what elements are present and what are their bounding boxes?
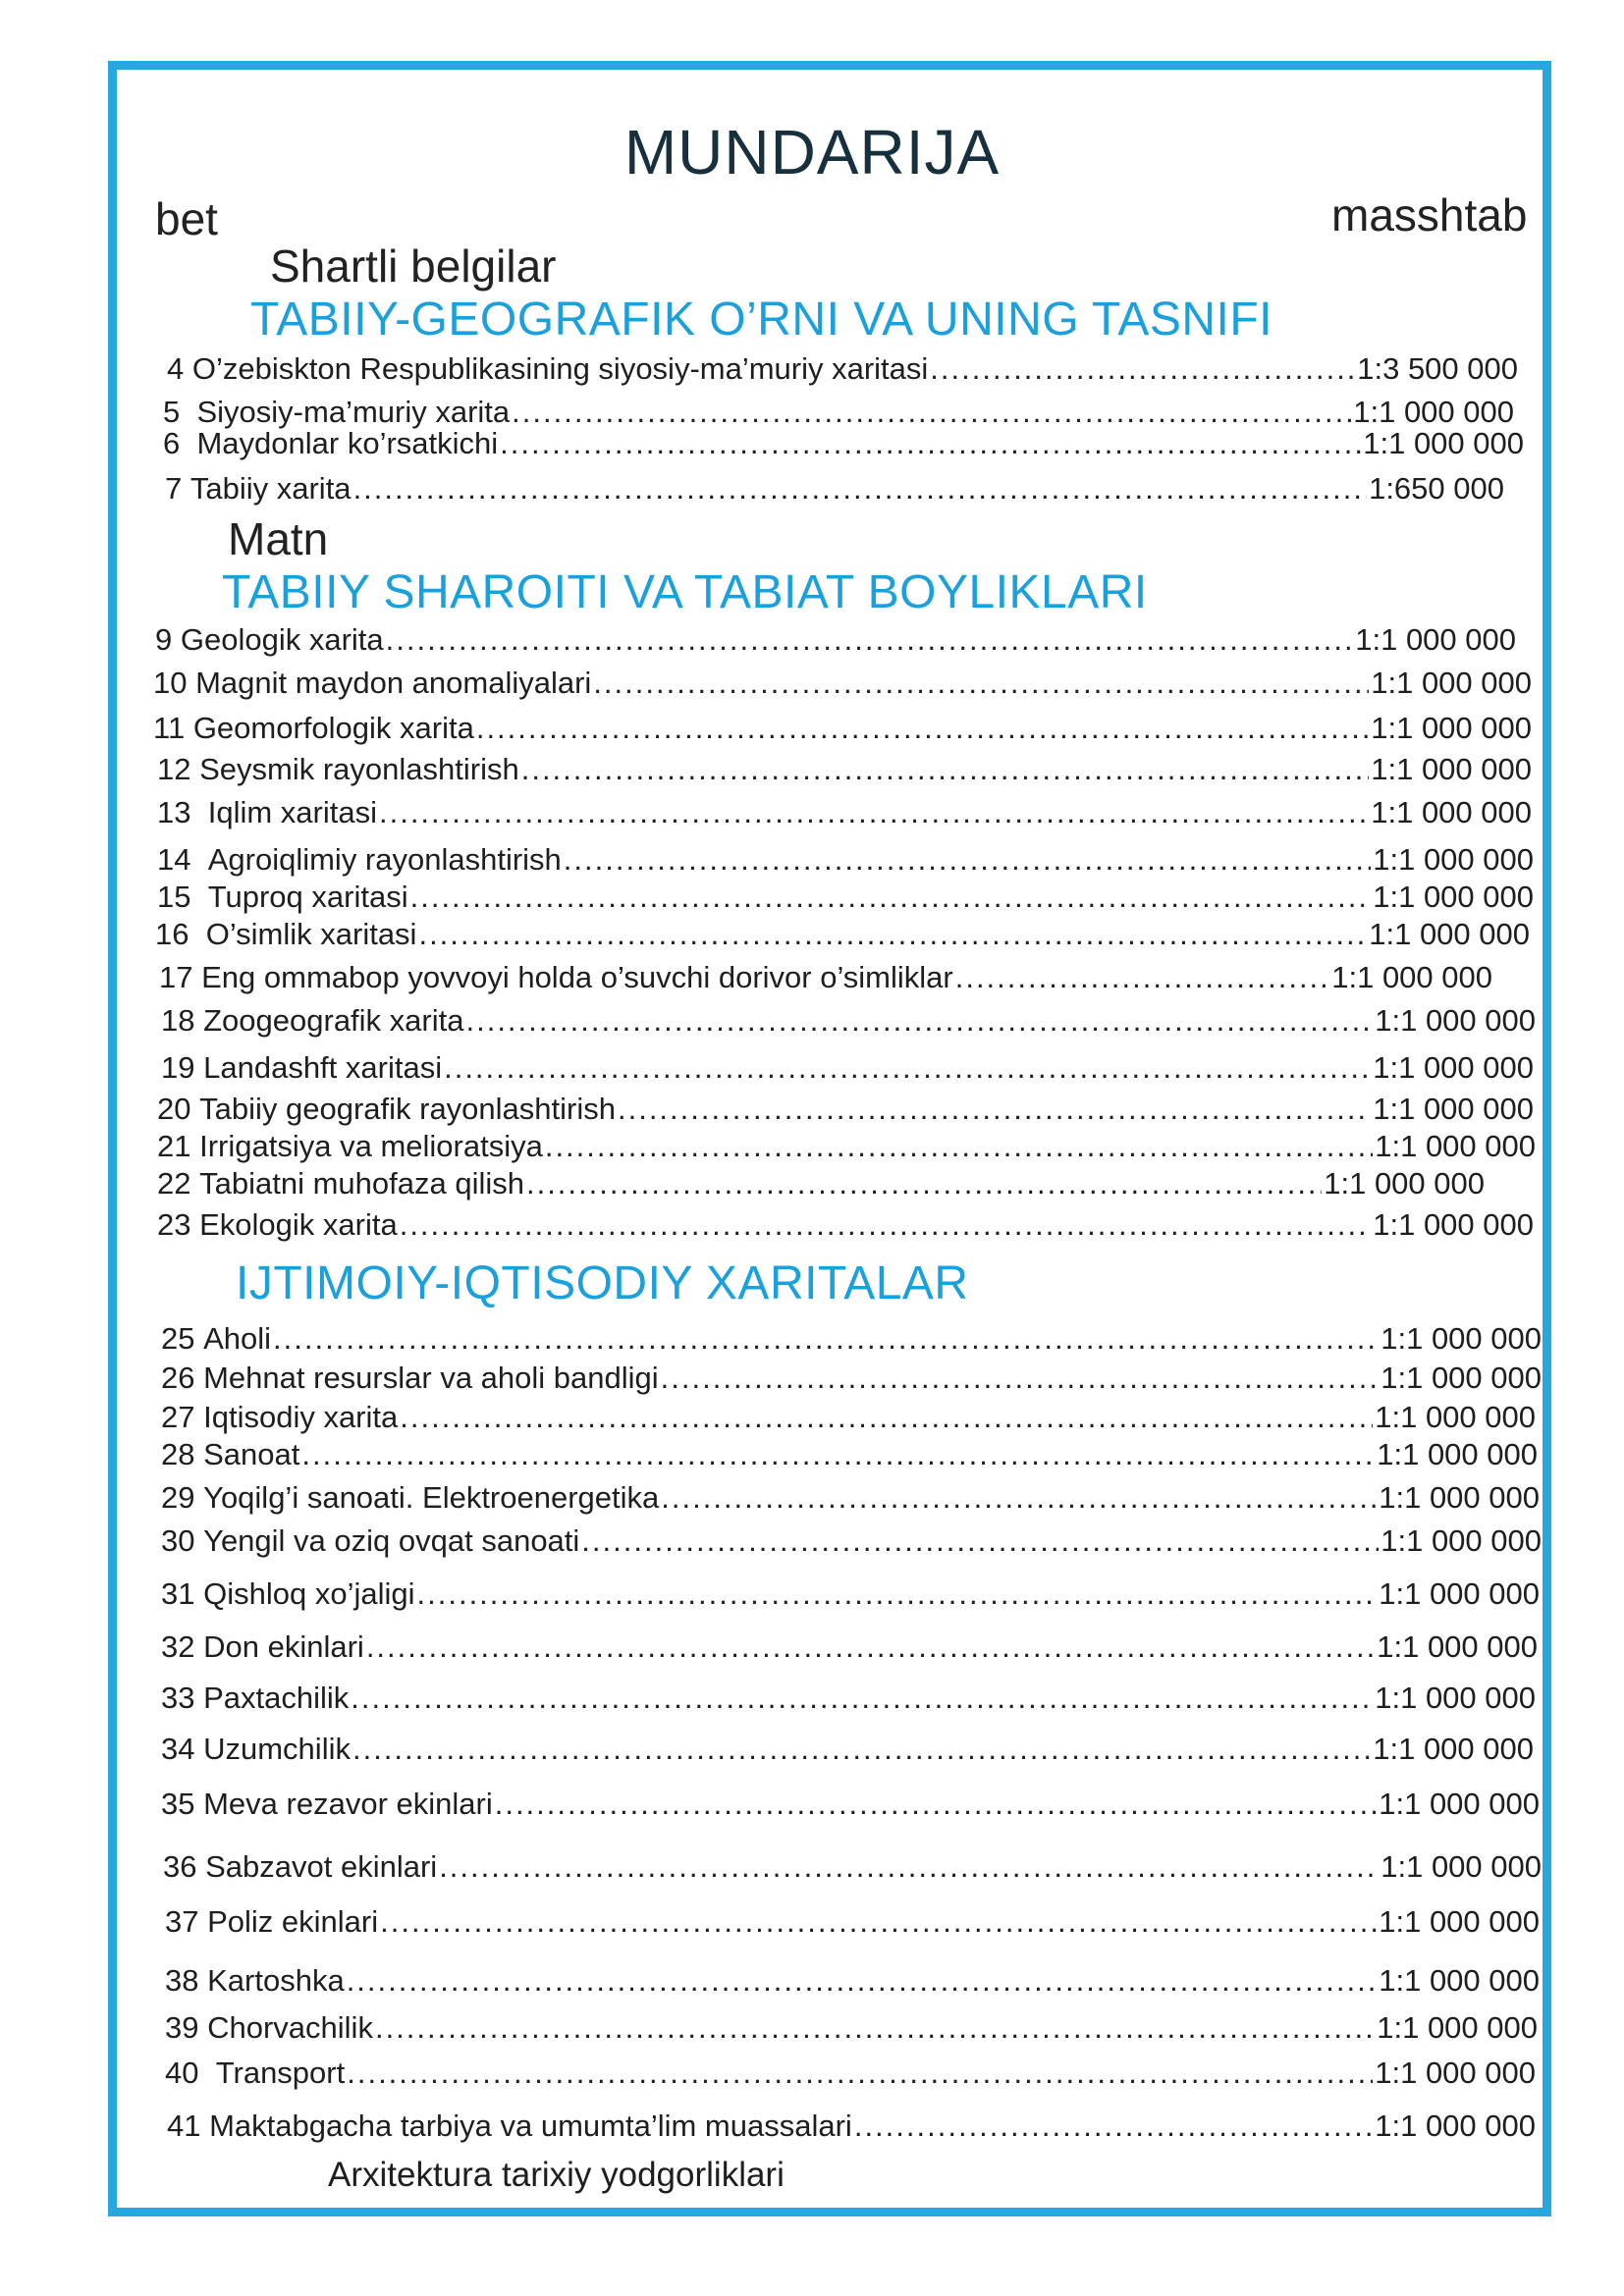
dot-leader [495, 1785, 1378, 1824]
toc-row-page-number: 31 [161, 1576, 195, 1611]
toc-row-page-number: 4 [167, 351, 185, 386]
toc-row-page-number: 32 [161, 1629, 195, 1664]
toc-row-scale: 1:1 000 000 [1373, 1207, 1534, 1242]
dot-leader [386, 620, 1354, 660]
toc-row[interactable] [161, 1575, 1540, 1614]
dot-leader [545, 1127, 1373, 1166]
toc-row-page-number: 19 [161, 1050, 195, 1085]
toc-row-title: Eng ommabop yovvoyi holda o’suvchi dorivor o’simliklar [201, 960, 953, 994]
toc-row-page-number: 13 [157, 795, 191, 829]
toc-row-title: Landashft xaritasi [203, 1050, 443, 1085]
toc-row-scale: 1:650 000 [1369, 471, 1504, 506]
toc-row-scale: 1:1 000 000 [1375, 1681, 1536, 1715]
toc-row-page-number: 12 [157, 752, 191, 786]
toc-row[interactable] [155, 620, 1516, 660]
toc-row-title: O’simlik xaritasi [205, 917, 417, 951]
toc-row[interactable] [161, 1628, 1538, 1667]
section-heading-physical-geography: TABIIY-GEOGRAFIK O’RNI VA UNING TASNIFI [250, 294, 1272, 346]
toc-row[interactable] [167, 2107, 1536, 2146]
dot-leader [400, 1205, 1372, 1245]
toc-row-page-number: 9 [155, 622, 173, 657]
dot-leader [465, 1001, 1373, 1041]
toc-row-page-number: 34 [161, 1732, 195, 1766]
toc-row[interactable] [161, 1001, 1536, 1041]
toc-row-title: Transport [215, 2056, 346, 2090]
toc-row-scale: 1:1 000 000 [1375, 1400, 1536, 1434]
toc-row-page-number: 17 [159, 960, 193, 994]
section-heading-nature: TABIIY SHAROITI VA TABIAT BOYLIKLARI [222, 566, 1148, 618]
toc-row-page-number: 25 [161, 1321, 195, 1356]
dot-leader [500, 424, 1361, 463]
toc-row-scale: 1:1 000 000 [1380, 1361, 1542, 1395]
toc-row-scale: 1:1 000 000 [1379, 1576, 1540, 1611]
toc-row-scale: 1:1 000 000 [1373, 880, 1534, 914]
toc-row-scale: 1:1 000 000 [1331, 960, 1492, 994]
toc-row-scale: 1:1 000 000 [1371, 711, 1532, 745]
dot-leader [526, 1164, 1322, 1203]
toc-row-title: O’zebiskton Respublikasining siyosiy-ma’muriy xaritasi [191, 351, 929, 386]
toc-row-title: Sanoat [203, 1437, 300, 1471]
toc-row-scale: 1:1 000 000 [1380, 1849, 1542, 1884]
toc-row-title: Ekologik xarita [199, 1207, 398, 1242]
toc-row[interactable] [165, 1961, 1540, 2001]
dot-leader [352, 1730, 1371, 1769]
toc-row-page-number: 18 [161, 1003, 195, 1038]
toc-row-title: Chorvachilik [207, 2010, 373, 2045]
toc-row-scale: 1:1 000 000 [1373, 1732, 1534, 1766]
dot-leader [854, 2107, 1373, 2146]
toc-row-title: Yoqilg’i sanoati. Elektroenergetika [203, 1480, 660, 1515]
toc-row-title: Tuproq xaritasi [207, 880, 408, 914]
toc-row[interactable] [163, 1847, 1542, 1887]
toc-row-page-number: 30 [161, 1523, 195, 1558]
toc-row[interactable] [153, 709, 1532, 748]
toc-row[interactable] [167, 349, 1518, 389]
toc-row-title: Qishloq xo’jaligi [203, 1576, 415, 1611]
toc-row-scale: 1:1 000 000 [1371, 666, 1532, 700]
toc-row-title: Poliz ekinlari [207, 1904, 379, 1939]
toc-row[interactable] [161, 1730, 1534, 1769]
toc-row-page-number: 27 [161, 1400, 195, 1434]
dot-leader [439, 1847, 1379, 1887]
toc-row-title: Tabiiy xarita [189, 471, 352, 506]
toc-row-scale: 1:1 000 000 [1377, 1437, 1538, 1471]
toc-row-page-number: 11 [153, 711, 186, 745]
toc-row[interactable] [161, 1522, 1542, 1561]
dot-leader [661, 1478, 1377, 1518]
toc-row-page-number: 41 [167, 2109, 201, 2143]
toc-row-page-number: 38 [165, 1963, 199, 1998]
dot-leader [581, 1522, 1379, 1561]
dot-leader [955, 958, 1330, 997]
toc-row[interactable] [155, 915, 1530, 954]
toc-row[interactable] [157, 1090, 1534, 1129]
toc-row-page-number: 22 [157, 1166, 191, 1201]
dot-leader [351, 1679, 1373, 1718]
toc-row-title: Siyosiy-ma’muriy xarita [196, 395, 511, 429]
dot-leader [661, 1359, 1380, 1398]
toc-row-title: Mehnat resurslar va aholi bandligi [203, 1361, 659, 1395]
toc-row-scale: 1:1 000 000 [1324, 1166, 1485, 1201]
toc-row-title: Zoogeografik xarita [203, 1003, 464, 1038]
toc-row-page-number: 5 [163, 395, 181, 429]
toc-row-title: Iqtisodiy xarita [203, 1400, 399, 1434]
text-item: Matn [228, 513, 329, 564]
toc-row-page-number: 28 [161, 1437, 195, 1471]
toc-row-title: Seysmik rayonlashtirish [199, 752, 519, 786]
toc-row-scale: 1:1 000 000 [1373, 1092, 1534, 1126]
toc-row-page-number: 15 [157, 880, 191, 914]
toc-row[interactable] [153, 664, 1532, 703]
toc-row-title: Don ekinlari [203, 1629, 364, 1664]
toc-row-page-number: 23 [157, 1207, 191, 1242]
dot-leader [379, 793, 1369, 832]
toc-row-page-number: 33 [161, 1681, 195, 1715]
toc-row-title: Maydonlar ko’rsatkichi [196, 426, 499, 460]
dot-leader [476, 709, 1369, 748]
toc-row[interactable] [157, 1127, 1536, 1166]
dot-leader [418, 915, 1367, 954]
dot-leader [417, 1575, 1378, 1614]
toc-row-scale: 1:1 000 000 [1377, 1629, 1538, 1664]
toc-row-title: Maktabgacha tarbiya va umumta’lim muassalari [209, 2109, 852, 2143]
toc-row[interactable] [165, 469, 1504, 508]
toc-row[interactable] [157, 878, 1534, 917]
toc-row-title: Uzumchilik [203, 1732, 351, 1766]
toc-row[interactable] [157, 840, 1534, 880]
toc-row[interactable] [161, 1398, 1536, 1437]
toc-row-title: Agroiqlimiy rayonlashtirish [207, 842, 562, 877]
toc-row-page-number: 6 [163, 426, 181, 460]
toc-row-scale: 1:1 000 000 [1375, 2056, 1536, 2090]
dot-leader [375, 2008, 1375, 2048]
toc-row-scale: 1:1 000 000 [1375, 2109, 1536, 2143]
toc-row-page-number: 36 [163, 1849, 197, 1884]
toc-row-title: Kartoshka [207, 1963, 345, 1998]
toc-row-page-number: 21 [157, 1129, 191, 1163]
toc-row-scale: 1:1 000 000 [1373, 1050, 1534, 1085]
toc-row-scale: 1:3 500 000 [1357, 351, 1518, 386]
dot-leader [930, 349, 1355, 389]
toc-row-page-number: 26 [161, 1361, 195, 1395]
toc-row-title: Iqlim xaritasi [207, 795, 377, 829]
toc-row[interactable] [165, 1902, 1540, 1942]
toc-row-scale: 1:1 000 000 [1379, 1904, 1540, 1939]
toc-row-title: Tabiiy geografik rayonlashtirish [199, 1092, 616, 1126]
page-column-heading: bet [155, 193, 218, 244]
toc-row-page-number: 40 [165, 2056, 199, 2090]
page-title: MUNDARIJA [623, 117, 1001, 187]
dot-leader [410, 878, 1372, 917]
toc-row-scale: 1:1 000 000 [1371, 795, 1532, 829]
toc-row[interactable] [159, 958, 1492, 997]
toc-row-scale: 1:1 000 000 [1355, 622, 1516, 657]
toc-row-title: Geomorfologik xarita [192, 711, 474, 745]
toc-row[interactable] [161, 1048, 1534, 1088]
toc-row-scale: 1:1 000 000 [1375, 1129, 1536, 1163]
toc-row-title: Magnit maydon anomaliyalari [195, 666, 592, 700]
dot-leader [380, 1902, 1377, 1942]
toc-row[interactable] [161, 1679, 1536, 1718]
toc-row-scale: 1:1 000 000 [1377, 2010, 1538, 2045]
dot-leader [301, 1435, 1375, 1474]
toc-row-page-number: 10 [153, 666, 188, 700]
toc-row[interactable] [157, 1164, 1485, 1203]
toc-row-scale: 1:1 000 000 [1375, 1003, 1536, 1038]
intro-item: Shartli belgilar [270, 240, 557, 292]
toc-row[interactable] [163, 424, 1524, 463]
dot-leader [353, 469, 1368, 508]
toc-row[interactable] [161, 1478, 1540, 1518]
toc-row-page-number: 39 [165, 2010, 199, 2045]
dot-leader [347, 1961, 1378, 2001]
toc-row-page-number: 20 [157, 1092, 191, 1126]
toc-row[interactable] [165, 2054, 1536, 2093]
scale-column-heading: masshtab [1331, 189, 1528, 240]
toc-row-page-number: 7 [165, 471, 183, 506]
toc-row-title: Paxtachilik [203, 1681, 350, 1715]
toc-row-title: Yengil va oziq ovqat sanoati [203, 1523, 580, 1558]
toc-row-scale: 1:1 000 000 [1371, 752, 1532, 786]
toc-row-scale: 1:1 000 000 [1380, 1321, 1542, 1356]
dot-leader [366, 1628, 1375, 1667]
dot-leader [347, 2054, 1373, 2093]
toc-row-title: Aholi [203, 1321, 272, 1356]
toc-row-scale: 1:1 000 000 [1373, 842, 1534, 877]
toc-row-page-number: 16 [155, 917, 189, 951]
toc-row[interactable] [157, 750, 1532, 789]
toc-row[interactable] [157, 793, 1532, 832]
toc-row-title: Irrigatsiya va melioratsiya [199, 1129, 543, 1163]
toc-row[interactable] [161, 1319, 1542, 1359]
dot-leader [618, 1090, 1371, 1129]
toc-row-page-number: 35 [161, 1787, 195, 1821]
dot-leader [444, 1048, 1371, 1088]
toc-row[interactable] [161, 1785, 1540, 1824]
dot-leader [593, 664, 1369, 703]
toc-row-page-number: 14 [157, 842, 191, 877]
toc-row-scale: 1:1 000 000 [1379, 1787, 1540, 1821]
toc-row[interactable] [157, 1205, 1534, 1245]
toc-row-scale: 1:1 000 000 [1379, 1480, 1540, 1515]
toc-row[interactable] [161, 1435, 1538, 1474]
toc-row[interactable] [165, 2008, 1538, 2048]
toc-row-scale: 1:1 000 000 [1353, 395, 1514, 429]
toc-row-title: Geologik xarita [180, 622, 384, 657]
toc-row-title: Meva rezavor ekinlari [203, 1787, 493, 1821]
toc-row-title: Sabzavot ekinlari [205, 1849, 438, 1884]
toc-row-scale: 1:1 000 000 [1363, 426, 1524, 460]
toc-row-scale: 1:1 000 000 [1369, 917, 1530, 951]
section-heading-socio-economic: IJTIMOIY-IQTISODIY XARITALAR [236, 1257, 969, 1309]
toc-row-page-number: 37 [165, 1904, 199, 1939]
toc-row[interactable] [161, 1359, 1542, 1398]
dot-leader [521, 750, 1370, 789]
dot-leader [564, 840, 1371, 880]
dot-leader [273, 1319, 1379, 1359]
dot-leader [400, 1398, 1373, 1437]
footer-item: Arxitektura tarixiy yodgorliklari [328, 2156, 785, 2194]
toc-row-page-number: 29 [161, 1480, 195, 1515]
toc-row-scale: 1:1 000 000 [1380, 1523, 1542, 1558]
toc-row-scale: 1:1 000 000 [1379, 1963, 1540, 1998]
toc-row-title: Tabiatni muhofaza qilish [199, 1166, 524, 1201]
